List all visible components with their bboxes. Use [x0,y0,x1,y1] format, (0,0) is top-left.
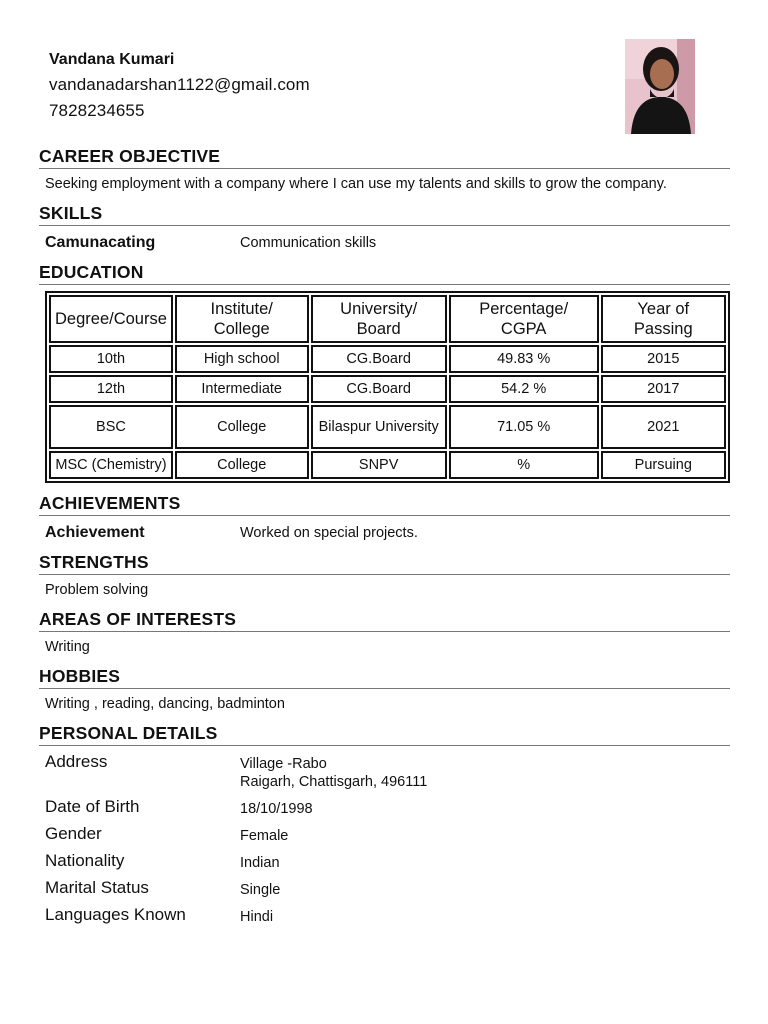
gender-label: Gender [45,824,102,843]
candidate-email: vandanadarshan1122@gmail.com [49,75,310,94]
personal-details-section [39,723,730,926]
education-section [39,262,730,483]
table-cell: BSC [49,405,173,449]
table-row [49,375,726,403]
education-heading: EDUCATION [39,262,730,285]
table-cell: 54.2 % [449,375,599,403]
table-cell: 2017 [601,375,726,403]
achievement-value: Worked on special projects. [240,525,418,541]
table-row [49,451,726,479]
table-cell: MSC (Chemistry) [49,451,173,479]
table-cell: SNPV [311,451,447,479]
table-cell: CG.Board [311,345,447,373]
gender-row [45,824,730,845]
skills-value: Communication skills [240,235,377,251]
address-label: Address [45,752,108,771]
table-cell: 2015 [601,345,726,373]
resume-header [49,51,310,127]
table-header-cell: University/ Board [311,295,447,343]
nationality-label: Nationality [45,851,125,870]
achievements-heading: ACHIEVEMENTS [39,493,730,516]
table-row [49,405,726,449]
hobbies-text: Writing , reading, dancing, badminton [45,696,285,712]
dob-label: Date of Birth [45,797,140,816]
table-cell: College [175,405,309,449]
career-objective-text: Seeking employment with a company where I can use my talents and skills to grow the company. [45,176,667,192]
career-objective-section [39,146,730,193]
skills-heading: SKILLS [39,203,730,226]
achievements-section [39,493,730,542]
table-cell: 71.05 % [449,405,599,449]
table-cell: 49.83 % [449,345,599,373]
strengths-section [39,552,730,599]
candidate-name: Vandana Kumari [49,51,175,68]
table-header-cell: Degree/Course [49,295,173,343]
gender-value: Female [240,828,289,844]
dob-row [45,797,730,818]
career-objective-heading: CAREER OBJECTIVE [39,146,730,169]
profile-photo [625,39,695,134]
strengths-text: Problem solving [45,582,149,598]
interests-text: Writing [45,639,90,655]
table-cell: College [175,451,309,479]
table-cell: CG.Board [311,375,447,403]
table-cell: High school [175,345,309,373]
table-header-cell: Percentage/ CGPA [449,295,599,343]
table-cell: % [449,451,599,479]
address-line-1: Village -Rabo [240,756,327,772]
strengths-heading: STRENGTHS [39,552,730,575]
personal-details-heading: PERSONAL DETAILS [39,723,730,746]
table-cell: 12th [49,375,173,403]
hobbies-heading: HOBBIES [39,666,730,689]
address-row [45,752,730,791]
table-cell: 2021 [601,405,726,449]
table-header-cell: Year of Passing [601,295,726,343]
skills-label: Camunacating [45,234,156,251]
interests-heading: AREAS OF INTERESTS [39,609,730,632]
skills-section [39,203,730,252]
candidate-phone: 7828234655 [49,101,145,120]
nationality-value: Indian [240,855,280,871]
table-header-row [49,295,726,343]
achievement-label: Achievement [45,524,145,541]
dob-value: 18/10/1998 [240,801,313,817]
hobbies-section [39,666,730,713]
interests-section [39,609,730,656]
education-table [45,291,730,483]
languages-row [45,905,730,926]
marital-value: Single [240,882,281,898]
marital-label: Marital Status [45,878,149,897]
address-line-2: Raigarh, Chattisgarh, 496111 [240,774,428,790]
marital-row [45,878,730,899]
table-header-cell: Institute/ College [175,295,309,343]
table-cell: Bilaspur University [311,405,447,449]
nationality-row [45,851,730,872]
table-cell: Pursuing [601,451,726,479]
table-cell: Intermediate [175,375,309,403]
languages-label: Languages Known [45,905,186,924]
languages-value: Hindi [240,909,274,925]
table-row [49,345,726,373]
table-cell: 10th [49,345,173,373]
profile-photo-image [625,39,695,134]
